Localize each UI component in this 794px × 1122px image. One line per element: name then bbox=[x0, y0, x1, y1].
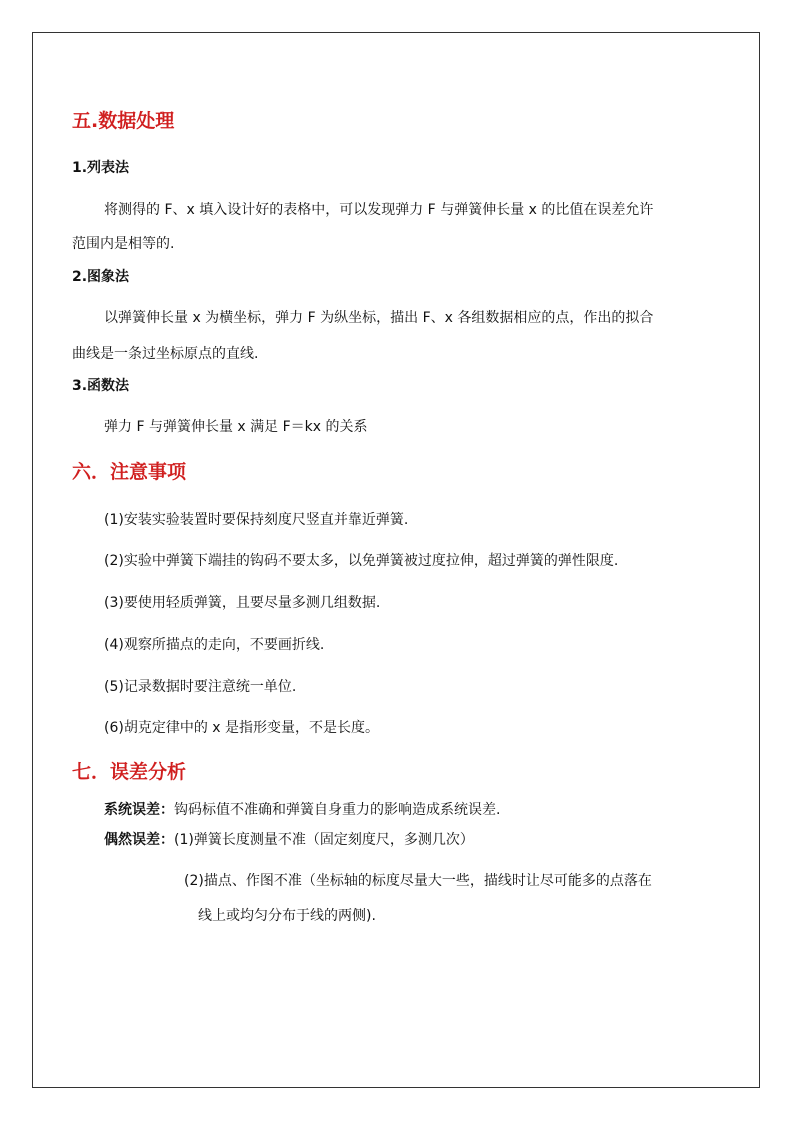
systematic-error-row bbox=[104, 799, 500, 819]
random-error-item2-line1: (2)描点、作图不准（坐标轴的标度尽量大一些，描线时让尽可能多的点落在 bbox=[184, 873, 652, 889]
precaution-item: (6)胡克定律中的 x 是指形变量，不是长度。 bbox=[104, 720, 380, 736]
systematic-error-label: 系统误差： bbox=[104, 802, 174, 818]
method1-line2: 范围内是相等的. bbox=[72, 236, 175, 252]
method1-title: 1.列表法 bbox=[72, 160, 130, 176]
method2-title: 2.图象法 bbox=[72, 269, 130, 285]
method3-line1: 弹力 F 与弹簧伸长量 x 满足 F＝kx 的关系 bbox=[104, 419, 368, 435]
section5-heading: 五.数据处理 bbox=[72, 110, 175, 132]
method2-line2: 曲线是一条过坐标原点的直线. bbox=[72, 346, 259, 362]
precaution-item: (1)安装实验装置时要保持刻度尺竖直并靠近弹簧. bbox=[104, 512, 409, 528]
precaution-item: (3)要使用轻质弹簧，且要尽量多测几组数据. bbox=[104, 595, 381, 611]
section7-heading: 七．误差分析 bbox=[72, 761, 187, 783]
random-error-row bbox=[104, 829, 474, 849]
random-error-item2-line2: 线上或均匀分布于线的两侧). bbox=[198, 908, 376, 924]
random-error-label: 偶然误差： bbox=[104, 832, 174, 848]
precaution-item: (2)实验中弹簧下端挂的钩码不要太多，以免弹簧被过度拉伸，超过弹簧的弹性限度. bbox=[104, 553, 619, 569]
precaution-item: (4)观察所描点的走向，不要画折线. bbox=[104, 637, 325, 653]
section6-heading: 六．注意事项 bbox=[72, 461, 187, 483]
precaution-item: (5)记录数据时要注意统一单位. bbox=[104, 679, 297, 695]
random-error-item1: (1)弹簧长度测量不准（固定刻度尺，多测几次） bbox=[174, 832, 474, 848]
method1-line1: 将测得的 F、x 填入设计好的表格中，可以发现弹力 F 与弹簧伸长量 x 的比值在误差允许 bbox=[104, 202, 654, 218]
method3-title: 3.函数法 bbox=[72, 378, 130, 394]
method2-line1: 以弹簧伸长量 x 为横坐标，弹力 F 为纵坐标，描出 F、x 各组数据相应的点，作出的拟合 bbox=[104, 310, 654, 326]
systematic-error-text: 钩码标值不准确和弹簧自身重力的影响造成系统误差. bbox=[174, 802, 501, 818]
